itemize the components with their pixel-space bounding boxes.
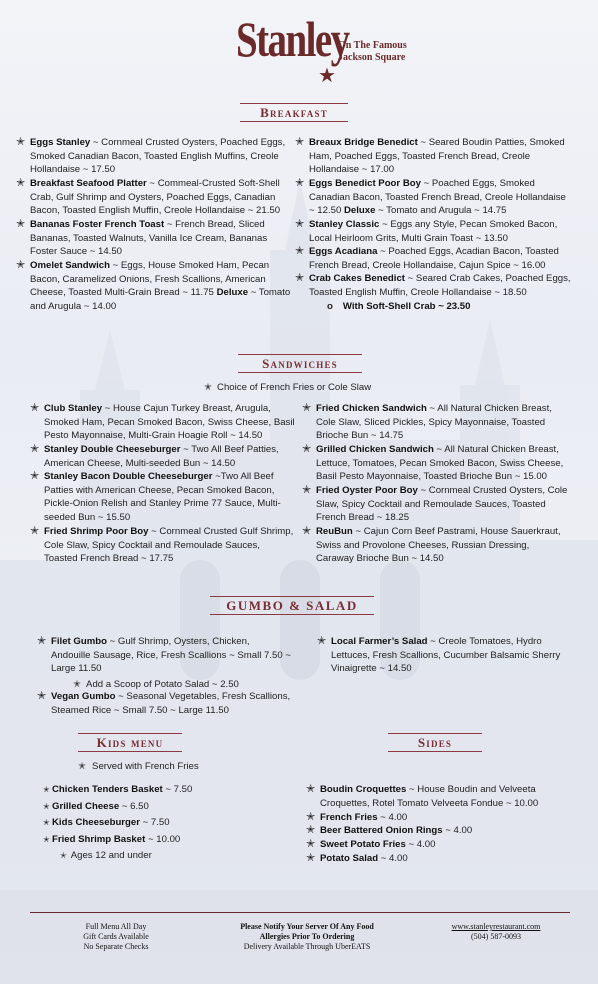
- star-icon: ✭: [295, 177, 305, 189]
- item-desc: ~ 4.00: [377, 812, 408, 823]
- star-icon: ✭: [60, 851, 67, 860]
- item-desc: ~ 6.50: [119, 801, 149, 812]
- item-name: Bananas Foster French Toast: [30, 219, 165, 230]
- menu-item: [37, 690, 291, 717]
- item-name: Boudin Croquettes: [320, 784, 407, 795]
- star-icon: ✭: [302, 402, 312, 414]
- footer-left-line2: Gift Cards Available: [83, 932, 149, 941]
- star-icon: ✭: [30, 443, 40, 455]
- footer-allergy-text2: Allergies Prior To Ordering: [259, 932, 355, 941]
- star-icon: ✭: [295, 136, 305, 148]
- menu-item: [302, 484, 568, 525]
- item-name: Fried Shrimp Poor Boy: [44, 526, 149, 537]
- item-name: Potato Salad: [320, 853, 379, 864]
- star-icon: ✭: [302, 443, 312, 455]
- item-desc: ~ Creole Tomatoes, Hydro Lettuces, Fresh Scallions, Cucumber Balsamic Sherry Vinaigrette ~ 14.50: [331, 636, 561, 675]
- item-extra-desc: ~ Tomato and Arugula ~ 14.75: [375, 205, 507, 217]
- star-icon: ✭: [306, 811, 316, 823]
- item-name: Filet Gumbo: [51, 636, 107, 647]
- age-note-text: Ages 12 and under: [70, 850, 152, 861]
- item-name: Eggs Benedict Poor Boy: [309, 178, 421, 189]
- item-name: Beer Battered Onion Rings: [320, 825, 443, 836]
- item-desc: ~ Gulf Shrimp, Oysters, Chicken, Andouille Sausage, Rice, Fresh Scallions ~ Small 7.50 ~ Large 11.50: [51, 636, 291, 675]
- star-icon: ✭: [302, 525, 312, 537]
- sandwiches-note-text: Choice of French Fries or Cole Slaw: [217, 382, 372, 393]
- item-desc: ~ Seared Crab Cakes, Poached Eggs, Toasted English Muffin, Creole Hollandaise ~ 18.50: [309, 273, 571, 298]
- addon-text: Add a Scoop of Potato Salad ~ 2.50: [86, 679, 239, 690]
- menu-item: [295, 272, 571, 299]
- breakfast-heading: Breakfast: [240, 103, 348, 122]
- menu-item: [43, 833, 272, 847]
- menu-item: [43, 800, 272, 814]
- item-desc: ~ All Natural Chicken Breast, Lettuce, Tomatoes, Pecan Smoked Bacon, Swiss Cheese, Basil Pesto Mayonnaise, Toasted Brioche Bun ~ 15.00: [316, 444, 564, 483]
- menu-item: [30, 470, 296, 524]
- logo-tagline: [338, 40, 407, 64]
- star-icon: ✭: [16, 259, 26, 271]
- menu-item: [37, 635, 291, 676]
- star-icon: ✭: [43, 835, 50, 844]
- item-desc: ~ 10.00: [145, 834, 181, 845]
- phone-number: (504) 587-0093: [471, 932, 521, 941]
- star-icon: ✭: [78, 761, 87, 772]
- item-desc: ~ 4.00: [405, 839, 436, 850]
- star-icon: ✭: [306, 824, 316, 836]
- menu-item: [16, 177, 292, 218]
- item-name: Eggs Acadiana: [309, 246, 378, 257]
- item-desc: ~ Seared Boudin Patties, Smoked Ham, Poached Eggs, Toasted French Bread, Creole Hollandaise ~ 17.00: [309, 137, 565, 176]
- star-icon: ✭: [43, 818, 50, 827]
- menu-item: [30, 443, 296, 470]
- menu-item: [43, 783, 272, 797]
- item-desc: ~ Two All Beef Patties, American Cheese, Multi-seeded Bun ~ 14.50: [44, 444, 279, 469]
- menu-item: [16, 136, 292, 177]
- gumbo-salad-heading: GUMBO & SALAD: [210, 596, 374, 615]
- star-icon: ✭: [204, 382, 213, 393]
- item-desc: ~ 7.50: [162, 784, 193, 795]
- logo-tagline-line2: Jackson Square: [338, 52, 406, 63]
- item-name: Stanley Double Cheeseburger: [44, 444, 181, 455]
- star-icon: ✭: [306, 852, 316, 864]
- item-desc: ~ Cornmeal Crusted Oysters, Poached Eggs, Smoked Canadian Bacon, Toasted English Muffins, Creole Hollandaise ~ 17.50: [30, 137, 286, 176]
- star-icon: ✭: [306, 838, 316, 850]
- footer-center: [220, 922, 394, 952]
- item-name: Kids Cheeseburger: [52, 817, 140, 828]
- item-desc: ~ Cajun Corn Beef Pastrami, House Sauerkraut, Swiss and Provolone Cheeses, Russian Dressing, Caraway Brioche Bun ~ 14.50: [316, 526, 561, 565]
- item-name: Omelet Sandwich: [30, 260, 110, 271]
- menu-item: [306, 824, 570, 838]
- item-name: Grilled Cheese: [52, 801, 120, 812]
- sides-heading: Sides: [388, 733, 482, 752]
- sub-item-text: With Soft-Shell Crab ~ 23.50: [342, 301, 471, 312]
- footer-allergy-text1: Please Notify Your Server Of Any Food: [240, 922, 374, 931]
- logo-tagline-line1: On The Famous: [338, 40, 407, 51]
- star-icon: ✭: [30, 525, 40, 537]
- sandwiches-note: [204, 381, 371, 394]
- item-name: Fried Oyster Poor Boy: [316, 485, 418, 496]
- item-desc: ~ 4.00: [378, 853, 408, 864]
- logo: [0, 0, 598, 100]
- item-name: Club Stanley: [44, 403, 103, 414]
- item-extra-desc: ~ Tomato and Arugula ~ 14.00: [30, 287, 291, 312]
- star-icon: ✭: [16, 136, 26, 148]
- item-desc: ~ Poached Eggs, Smoked Canadian Bacon, Toasted French Bread, Creole Hollandaise ~ 12.50: [309, 178, 566, 217]
- star-icon: ✭: [37, 690, 47, 702]
- item-name: Fried Shrimp Basket: [52, 834, 146, 845]
- menu-item: [302, 443, 568, 484]
- star-icon: ✭: [295, 218, 305, 230]
- website-link[interactable]: [438, 922, 554, 932]
- star-icon: ✭: [73, 679, 82, 690]
- menu-item: [306, 811, 570, 825]
- item-name: Eggs Stanley: [30, 137, 91, 148]
- item-name: ReuBun: [316, 526, 353, 537]
- kids-note: [78, 760, 199, 773]
- item-desc: ~ House Boudin and Velveeta Croquettes, Rotel Tomato Velveeta Fondue ~ 10.00: [320, 784, 539, 809]
- menu-item: [306, 852, 570, 866]
- star-icon: ✭: [43, 802, 50, 811]
- menu-item: [295, 177, 571, 218]
- menu-item: [306, 783, 570, 810]
- footer-left: [66, 922, 166, 952]
- item-desc: ~ 4.00: [442, 825, 473, 836]
- item-desc: ~ Eggs, House Smoked Ham, Pecan Bacon, Caramelized Onions, Fresh Scallions, American Cheese, Toasted Multi-Grain Bread ~ 11.75: [30, 260, 270, 299]
- logo-wordmark: Stanley: [236, 11, 349, 67]
- logo-star-icon: ★: [318, 65, 336, 87]
- item-name: Breaux Bridge Benedict: [309, 137, 418, 148]
- item-extra-name: Deluxe: [216, 287, 249, 299]
- item-name: Vegan Gumbo: [51, 691, 116, 702]
- menu-item: [295, 245, 571, 272]
- menu-item: [302, 402, 568, 443]
- star-icon: ✭: [317, 635, 327, 647]
- star-icon: ✭: [30, 470, 40, 482]
- menu-item: [295, 218, 571, 245]
- item-desc: ~ Poached Eggs, Acadian Bacon, Toasted French Bread, Creole Hollandaise, Cajun Spice ~ 16.00: [309, 246, 559, 271]
- star-icon: ✭: [16, 218, 26, 230]
- item-name: Breakfast Seafood Platter: [30, 178, 147, 189]
- item-name: French Fries: [320, 812, 378, 823]
- menu-item: [317, 635, 571, 676]
- item-extra-name: Deluxe: [343, 205, 376, 217]
- item-desc: ~ House Cajun Turkey Breast, Arugula, Smoked Ham, Pecan Smoked Bacon, Swiss Cheese, Basil Pesto Mayonnaise, Multi-Grain Hoagie Roll ~ 14.50: [44, 403, 295, 442]
- item-name: Chicken Tenders Basket: [52, 784, 163, 795]
- sub-item: [327, 300, 557, 314]
- website-link-text[interactable]: www.stanleyrestaurant.com: [451, 922, 541, 931]
- item-desc: ~ 7.50: [139, 817, 170, 828]
- footer-left-line1: Full Menu All Day: [85, 922, 147, 931]
- star-icon: ✭: [30, 402, 40, 414]
- footer-divider: [30, 912, 570, 913]
- sandwiches-heading: Sandwiches: [238, 354, 362, 373]
- item-desc: ~ Cornmeal Crusted Oysters, Cole Slaw, Spicy Cocktail and Remoulade Sauces, Toasted French Bread ~ 18.25: [316, 485, 568, 524]
- kids-menu-heading: Kids menu: [78, 733, 182, 752]
- footer-allergy-line2: [220, 932, 394, 942]
- star-icon: ✭: [295, 272, 305, 284]
- menu-item: [295, 136, 571, 177]
- star-icon: ✭: [37, 635, 47, 647]
- sub-bullet: o: [327, 301, 333, 312]
- item-name: Stanley Classic: [309, 219, 380, 230]
- item-desc: ~ All Natural Chicken Breast, Cole Slaw, Sliced Pickles, Spicy Mayonnaise, Toasted Brioche Bun ~ 14.75: [316, 403, 552, 442]
- menu-item: [43, 816, 272, 830]
- star-icon: ✭: [16, 177, 26, 189]
- item-name: Sweet Potato Fries: [320, 839, 406, 850]
- menu-item: [30, 402, 296, 443]
- age-note: [60, 849, 152, 862]
- item-desc: ~ Commeal-Crusted Soft-Shell Crab, Gulf Shrimp and Oysters, Poached Eggs, Canadian Bacon, Toasted English Muffin, Creole Hollandaise ~ 21.50: [30, 178, 281, 217]
- star-icon: ✭: [295, 245, 305, 257]
- menu-item: [302, 525, 568, 566]
- star-icon: ✭: [302, 484, 312, 496]
- item-name: Local Farmer’s Salad: [331, 636, 428, 647]
- menu-item: [306, 838, 570, 852]
- star-icon: ✭: [43, 785, 50, 794]
- star-icon: ✭: [306, 783, 316, 795]
- item-name: Stanley Bacon Double Cheeseburger: [44, 471, 213, 482]
- item-desc: ~ Cornmeal Crusted Gulf Shrimp, Cole Slaw, Spicy Cocktail and Remoulade Sauces, Toasted French Bread ~ 17.75: [44, 526, 294, 565]
- item-desc: ~ French Bread, Sliced Bananas, Toasted Walnuts, Vanilla Ice Cream, Bananas Foster Sauce ~ 14.50: [30, 219, 268, 258]
- menu-item: [16, 259, 292, 313]
- item-desc: ~Two All Beef Patties with American Cheese, Pecan Smoked Bacon, Pickle-Onion Relish and Stanley Prime 77 Sauce, Multi-seeded Bun ~ 15.50: [44, 471, 281, 523]
- footer-right: [438, 922, 554, 942]
- footer-allergy-line1: [220, 922, 394, 932]
- item-desc: ~ Eggs any Style, Pecan Smoked Bacon, Local Heirloom Grits, Multi Grain Toast ~ 13.50: [309, 219, 558, 244]
- footer-delivery: Delivery Available Through UberEATS: [243, 942, 371, 951]
- menu-item: [30, 525, 296, 566]
- item-name: Fried Chicken Sandwich: [316, 403, 427, 414]
- footer-left-line3: No Separate Checks: [83, 942, 149, 951]
- menu-item: [16, 218, 292, 259]
- kids-note-text: Served with French Fries: [92, 761, 199, 772]
- item-desc: ~ Seasonal Vegetables, Fresh Scallions, Steamed Rice ~ Small 7.50 ~ Large 11.50: [51, 691, 291, 716]
- item-name: Grilled Chicken Sandwich: [316, 444, 434, 455]
- item-name: Crab Cakes Benedict: [309, 273, 405, 284]
